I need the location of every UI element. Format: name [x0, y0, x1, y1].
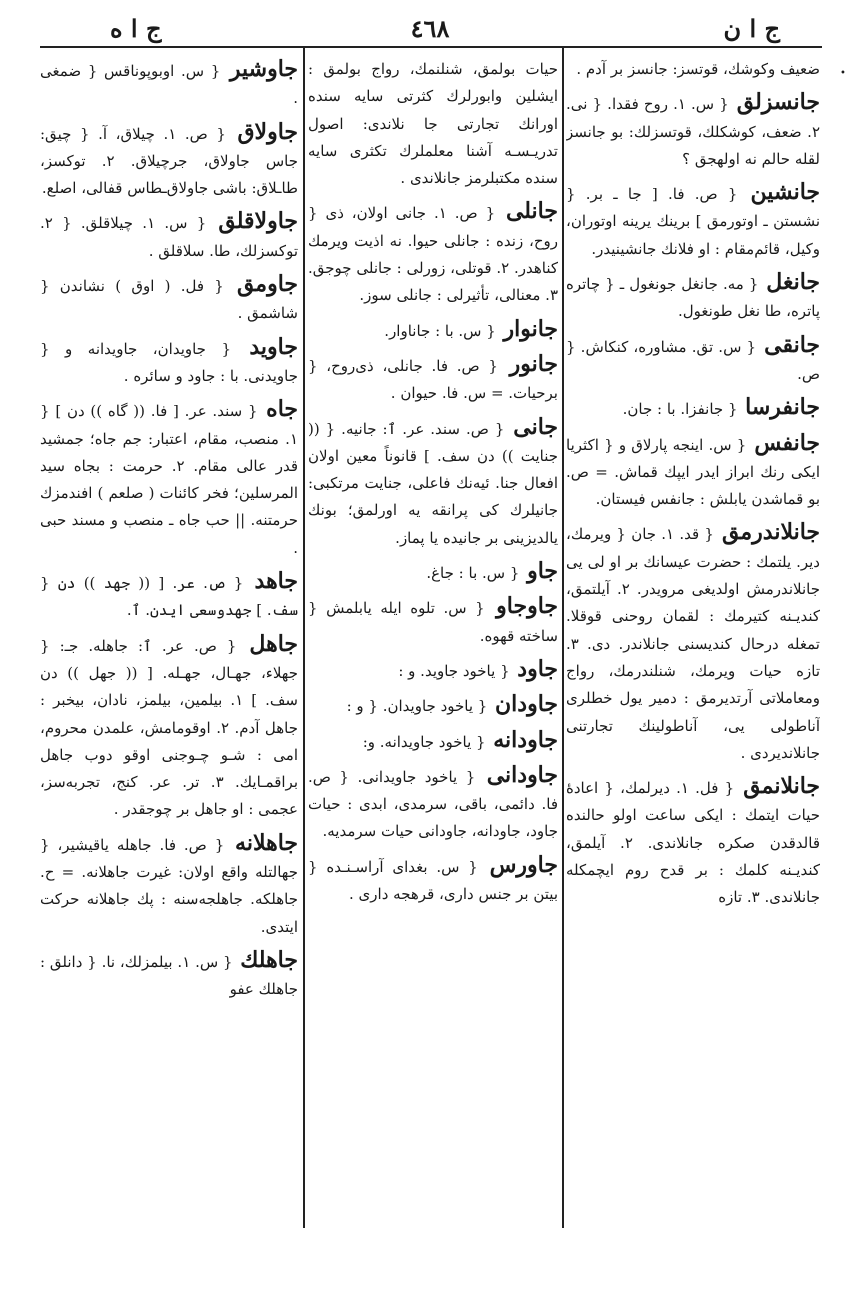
entry-headword: جانلانمق [734, 773, 820, 800]
dictionary-entry [40, 334, 298, 391]
entry-headword: جانى [504, 413, 558, 440]
entry-definition: { ص. فا. [ جا ـ بر. { نشستن ـ اوتورمق ] برينك يرينه اوتوران، وكيل، قائم‌مقام : او فلانك جانشينيدر. [566, 185, 820, 258]
dictionary-entry [308, 852, 558, 909]
dictionary-entry [566, 519, 820, 767]
entry-definition: ضعيف وكوشك، قوتسز: جانسز بر آدم . [576, 60, 820, 78]
column-right [566, 56, 820, 1236]
entry-definition: { س. با : جاناوار. [384, 321, 496, 340]
dictionary-entry [566, 394, 820, 423]
entry-headword: جانوار [495, 315, 558, 342]
dictionary-entry [40, 947, 298, 1004]
dictionary-entry [40, 830, 298, 941]
entry-headword: جاهلك [232, 946, 298, 973]
dictionary-entry [566, 56, 820, 83]
entry-definition: { س. تلوه ايله يابلمش { ساخته قهوه. [308, 599, 558, 645]
dictionary-entry [566, 269, 820, 326]
column-left [40, 56, 298, 1236]
dictionary-entry [566, 332, 820, 389]
dictionary-entry [566, 430, 820, 514]
entry-headword: جانقى [756, 331, 820, 358]
entry-headword: جانسزلق [728, 89, 820, 116]
entry-headword: جاوجاو [484, 593, 558, 620]
page-number: ٤٦٨ [410, 14, 450, 43]
entry-definition: { س. اوبوپوناقس { ضمغى . [40, 62, 298, 108]
entry-headword: جاويد [231, 333, 298, 360]
dictionary-entry [40, 568, 298, 625]
entry-headword: جاورس [477, 851, 558, 878]
dictionary-entry [308, 762, 558, 846]
entry-definition: { س. تق. مشاوره، كنكاش. { ص. [566, 337, 820, 383]
entry-definition: { مه. جانغل جونغول ـ { چاتره پاتره، طا نغل طونغول. [566, 275, 820, 321]
entry-headword: جاوشير [220, 56, 298, 82]
entry-definition: { ص. فا. جانلى، ذى‌روح، { برحيات. = س. فا. حيوان . [308, 356, 558, 403]
entry-definition: { جاويدان، جاويدانه و { جاويدنى. با : جاود و سائره . [40, 339, 298, 385]
column-divider-left [303, 48, 305, 1228]
entry-definition: { ص. سند. عر. ٱ: جانيه. { (( جنايت )) دن سف. ] قانوناً معين اولان افعال جنا. ئيه‌نك فاعلى، جنايت مرتكبى: جانيلرك كى پرانقه يه اورلمق؛ بونك يالديزينى بر جانيده يا پماز. [308, 419, 558, 547]
entry-headword: جاولاقلق [206, 208, 298, 235]
entry-headword: جاو [519, 558, 558, 585]
dictionary-entry [40, 396, 298, 562]
entry-definition: { ياخود جاويدانه. و: [362, 732, 486, 751]
entry-definition: { جانفزا. با : جان. [622, 400, 738, 419]
entry-definition: { س. با : جاغ. [426, 564, 520, 583]
entry-definition: { س. ١. بيلمزلك، نا. { دانلق : جاهلك عفو [40, 952, 298, 999]
entry-definition: { س. ١. چيلاقلق. { ٢. توكسزلك، طا. سلاقلق . [40, 214, 298, 260]
dictionary-entry [40, 208, 298, 265]
header-left-letters: ج ا ه [110, 14, 162, 43]
entry-headword: جاولاق [225, 118, 298, 145]
margin-mark: • [840, 68, 846, 79]
entry-headword: جاهلانه [224, 829, 298, 856]
dictionary-entry [566, 89, 820, 173]
entry-definition: حيات بولمق، شنلنمك، رواج بولمق : ايشلين وابورلرك كثرتى سايه سنده اورانك تجارتى جا نلاندى: اصول تدريـسـه آشنا معلملرك تكثرى سايه سنده مكتبلرمز جانلاندى . [308, 60, 558, 188]
dictionary-entry [308, 316, 558, 345]
column-middle [308, 56, 558, 1236]
header-right-letters: ج ا ن [723, 14, 780, 43]
entry-definition: { قد. ١. جان { ويرمك، دير. يلتمك : حضرت عيسانك بر او لى يى جانلاندرمش اولديغى مرويدر. ٢. آيلتمق، كنديـنه كتيرمك : لقمان روحنى قوقلا. تمغله درحال كنديسنى جانلاندر. دى. ٣. تازه حيات ويرمك، شنلندرمك، رواج ومعاملاتى آرتديرمق : دمير يول خطلرى آناطولى يى، آناطولينك تجارتنى جانلانديردى . [566, 525, 820, 762]
header-rule [40, 46, 822, 48]
entry-definition: { س. ١. روح فقدا. { نى. ٢. ضعف، كوشكلك، قوتسزلك: بو جانسز لقله حالم نه اولهجق ؟ [566, 95, 820, 168]
dictionary-entry [566, 179, 820, 263]
dictionary-entry [308, 198, 558, 309]
entry-headword: جانفس [746, 429, 820, 456]
entry-headword: جانور [497, 350, 558, 377]
dictionary-entry [40, 271, 298, 328]
entry-definition: { ص. ١. چيلاق، آ. { چيق: جاس جاولاق، جرچيلاق. ٢. توكسز، طاـلاق: باشى جاولاق‌ـطاس قفالى، اصلع. [40, 124, 298, 198]
dictionary-entry [566, 773, 820, 911]
entry-headword: جانلاندرمق [713, 519, 820, 546]
dictionary-entry [308, 656, 558, 685]
dictionary-entry [308, 56, 558, 192]
entry-headword: جاهد [243, 568, 298, 595]
entry-definition: { ياخود جاويدانى. { ص. فا. دائمى، باقى، سرمدى، ابدى : حيات جاود، جاودانه، جاودانى حيات سرمديه. [308, 767, 558, 841]
page-header [40, 14, 820, 44]
entry-headword: جاهل [236, 630, 298, 657]
entry-definition: { ص. عر. ٱ: جاهله. جـ: { جهلاء، جهـال، جهـله. [ (( جهل )) دن سف. ] ١. بيلمين، بيلمز، نادان، بيخبر : جاهل آدم. ٢. اوقومامش، علمدن محروم، امى : شـو چـوجنى اوقو دوب جاهل براقمـايك. ٣. تر. عر. كنج، تجربه‌سز، عجمى : او جاهل بر چوجقدر . [40, 636, 298, 819]
entry-definition: { فل. ١. ديرلمك، { اعادهٔ حيات ايتمك : ايكى ساعت اولو حالنده قالدقدن صكره جانلاندى. ٢. آيلمق، كنديـنه كلمك : بر قدح روم ايچمكله جانلاندى. ٣. تازه [566, 779, 820, 907]
entry-headword: جاومق [223, 271, 298, 298]
dictionary-entry [40, 119, 298, 203]
entry-definition: { ص. عر. [ (( جهد )) دن { سف. ] جهدوسعى ايدن. ٱ. [40, 574, 298, 620]
entry-headword: جاودان [487, 691, 558, 718]
entry-headword: جانلى [495, 198, 558, 225]
entry-definition: { س. اينجه پارلاق و { اكثريا ايكى رنك ابراز ايدر ايپك قماش. = ص. بو قماشدن يابلش : جانفس فيستان. [566, 435, 820, 509]
entry-headword: جانغل [758, 269, 820, 296]
entry-definition: { ياخود جاويدان. { و : [346, 697, 488, 716]
dictionary-entry [308, 727, 558, 756]
dictionary-entry [40, 56, 298, 113]
entry-definition: { فل. ( اوق ) نشاندن { شاشمق . [40, 277, 298, 323]
entry-headword: جانفرسا [737, 394, 820, 421]
entry-definition: { ص. فا. جاهله ياقيشير، { جهالتله واقع اولان: غيرت جاهلانه. = ح. جاهلكه. جاهلجه‌سنه : پك جاهلانه حركت ايتدى. [40, 835, 298, 936]
dictionary-entry [308, 351, 558, 408]
entry-headword: جاودانى [475, 761, 558, 788]
dictionary-entry [40, 631, 298, 824]
dictionary-entry [308, 558, 558, 587]
entry-headword: جانشين [737, 179, 820, 206]
column-divider-right [562, 48, 564, 1228]
dictionary-entry [308, 593, 558, 650]
entry-definition: { س. بغداى آراسـنـده { بيتن بر جنس دارى، قرهجه دارى . [308, 857, 558, 904]
dictionary-entry [308, 414, 558, 552]
entry-headword: جاودانه [485, 726, 558, 753]
entry-definition: { ياخود جاويد. و : [398, 661, 510, 680]
dictionary-entry [308, 691, 558, 720]
entry-headword: جاود [509, 655, 558, 682]
entry-headword: جاه [257, 396, 298, 423]
entry-definition: { سند. عر. [ فا. (( گاه )) دن ] { ١. منصب، مقام، اعتبار: جم جاه؛ جمشيد قدر عالى مقام. ٢. حرمت : بجاه سيد المرسلين؛ فخر كائنات ( صلعم ) افندمزك حرمتنه. || حب جاه ـ منصب و مسند حبى . [40, 402, 298, 557]
entry-definition: { ص. ١. جانى اولان، ذى { روح، زنده : جانلى حيوا. نه اذيت ويرمك كناهدر. ٢. قوتلى، زورلى : جانلى چوجق. ٣. معنالى، تأثيرلى : جانلى سوز. [308, 204, 558, 305]
